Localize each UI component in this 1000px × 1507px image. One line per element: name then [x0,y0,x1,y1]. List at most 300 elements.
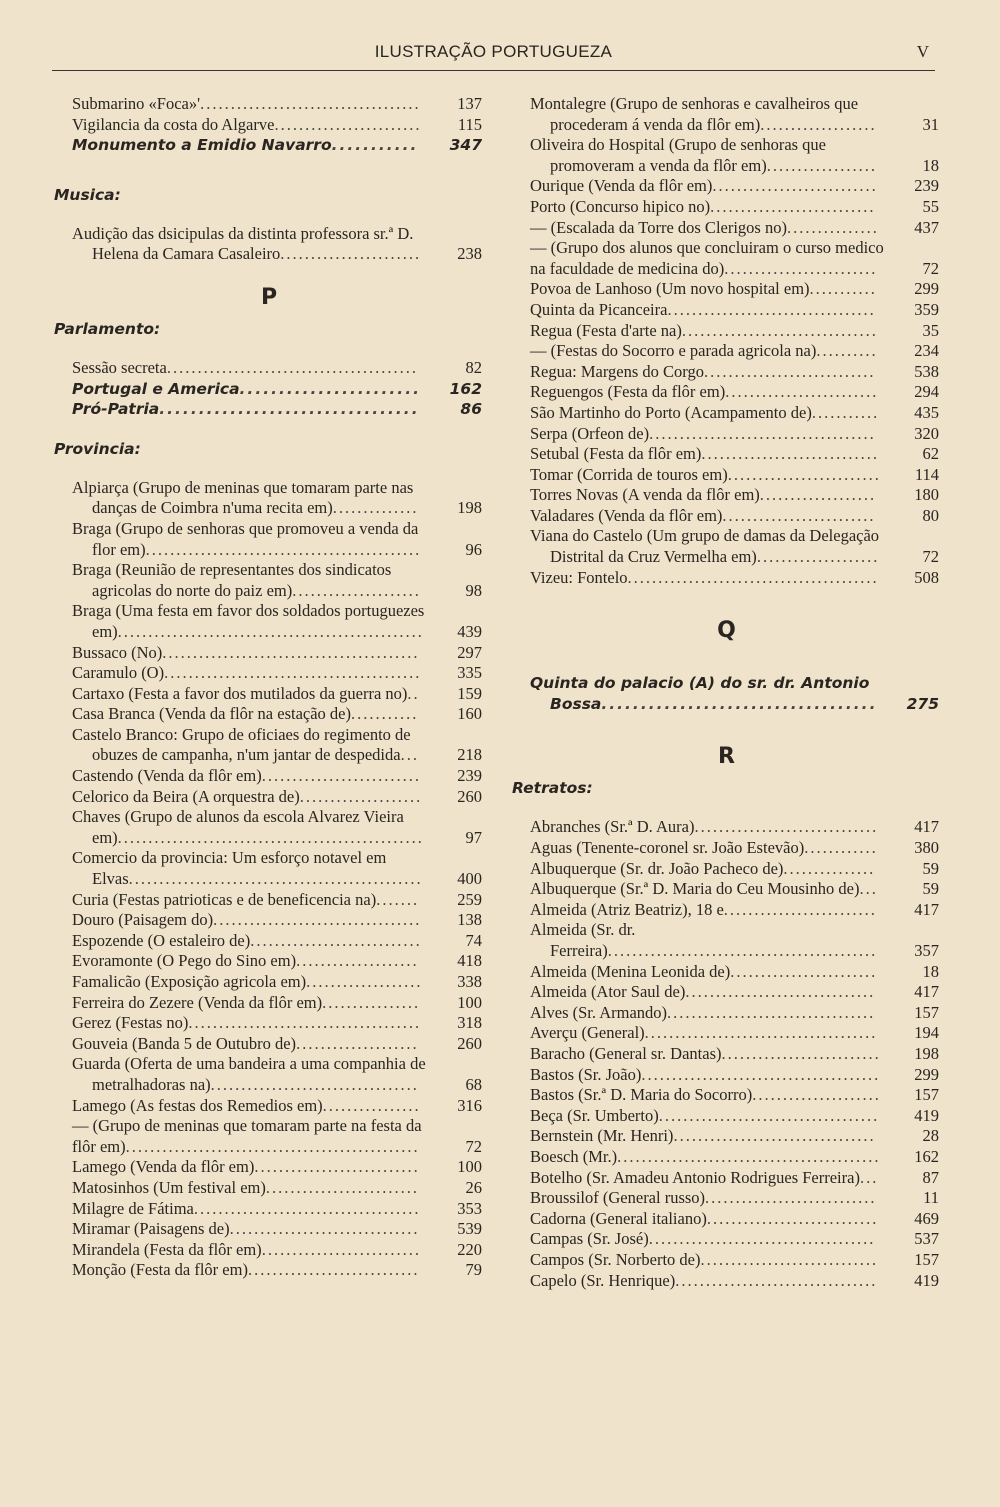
entry-text: Gerez (Festas no) [72,1013,189,1033]
page-number: V [916,42,929,61]
running-title: ILUSTRAÇÃO PORTUGUEZA [374,42,613,61]
index-entry [72,1116,486,1157]
index-entry [72,1054,486,1095]
entry-page-number: 62 [922,444,939,464]
index-entry [72,704,486,725]
entry-text: Campos (Sr. Norberto de) [530,1249,701,1269]
leader-dots: ................... [760,114,877,134]
index-entry [72,399,486,420]
index-entry [530,817,943,838]
entry-page-number: 55 [922,196,939,216]
entry-page-number: 299 [914,1064,939,1084]
entry-text: Bernstein (Mr. Henri) [530,1126,674,1146]
entry-page-number: 380 [914,838,939,858]
entry-page-number: 469 [914,1208,939,1228]
leader-dots: ........................... [254,1157,420,1177]
leader-dots: ................................. [673,1126,876,1146]
leader-dots: ............................... [685,982,876,1002]
index-column-left [54,94,486,1281]
leader-dots: .......................... [721,1043,881,1063]
leader-dots: ....................................... [641,1064,881,1084]
entry-text: Viana do Castelo (Um grupo de damas da Delegação Distrital da Cruz Vermelha em) [530,526,880,567]
entry-text: Portugal e America [72,379,240,398]
index-entry [72,1013,486,1034]
entry-text: Ourique (Venda da flôr em) [530,176,713,196]
entry-page-number: 162 [449,379,482,398]
entry-page-number: 68 [465,1074,482,1094]
index-entry [72,910,486,931]
index-entry [530,506,943,527]
leader-dots: .................. [766,155,877,175]
leader-dots: ... [859,879,878,899]
leader-dots: ........... [809,279,877,299]
entry-text: Botelho (Sr. Amadeu Antonio Rodrigues Ferreira) [530,1167,860,1187]
entry-text: Caramulo (O) [72,663,165,683]
index-entry [72,890,486,911]
spacer [72,156,486,186]
entry-text: Quinta do palacio (A) do sr. dr. Antonio Bossa [530,674,870,713]
index-entry [530,1085,943,1106]
entry-text: Gouveia (Banda 5 de Outubro de) [72,1033,297,1053]
entry-text: Douro (Paisagem do) [72,910,214,930]
index-entry [530,362,943,383]
entry-text: Monumento a Emidio Navarro [72,136,332,155]
index-entry [72,1240,486,1261]
leader-dots: ........... [331,136,419,155]
index-entry [530,900,943,921]
section-heading: Parlamento: [54,319,161,338]
entry-text: Campas (Sr. José) [530,1229,649,1249]
index-entry [72,1096,486,1117]
section-heading: Provincia: [54,439,141,458]
index-entry [530,279,943,300]
index-entry [72,787,486,808]
leader-dots: .................................... [200,94,421,113]
index-entry [530,920,943,961]
index-entry [530,382,943,403]
entry-page-number: 238 [457,244,482,264]
entry-text: Guarda (Oferta de uma bandeira a uma companhia de metralhadoras na) [72,1054,426,1094]
entry-text: Alpiarça (Grupo de meninas que tomaram parte nas danças de Coimbra n'uma recita em) [72,477,414,518]
leader-dots: ......................... [722,505,876,525]
leader-dots: ................................. [675,1270,878,1290]
leader-dots: ............................. [700,1249,879,1269]
leader-dots: ...................................... [644,1023,878,1043]
leader-dots: .......................... [261,766,421,786]
entry-page-number: 338 [457,972,482,991]
leader-dots: ... [400,745,419,765]
entry-page-number: 320 [914,423,939,443]
spacer [72,338,486,358]
leader-dots: .................................. [667,1002,876,1022]
entry-text: Boesch (Mr.) [530,1146,618,1166]
index-entry [72,379,486,400]
index-entry [530,424,943,445]
index-entry [72,601,486,642]
entry-text: Pró-Patria [72,400,160,419]
leader-dots: .............................. [694,817,879,837]
entry-text: — (Festas do Socorro e parada agricola na) [530,341,817,361]
index-entry [530,1271,943,1292]
index-entry [530,879,943,900]
entry-page-number: 239 [457,766,482,786]
entry-text: Castelo Branco: Grupo de oficiaes do regimento de obuzes de campanha, n'um jantar de despedida [72,724,411,765]
index-entry [72,560,486,601]
index-entry [72,1178,486,1199]
entry-page-number: 31 [922,114,939,134]
leader-dots: ..................... [752,1085,881,1105]
entry-page-number: 318 [457,1013,482,1033]
index-entry [530,465,943,486]
leader-dots: .................... [299,786,423,806]
entry-page-number: 299 [914,279,939,299]
leader-dots: ......................................... [166,357,418,377]
leader-dots: ................................................ [125,1136,420,1156]
leader-dots: .................... [296,951,419,971]
entry-page-number: 72 [922,258,939,278]
index-entry [530,1250,943,1271]
entry-text: Braga (Grupo de senhoras que promoveu a venda da flor em) [72,518,419,559]
entry-text: Submarino «Foca»' [72,94,201,113]
entry-page-number: 11 [923,1188,939,1208]
entry-text: Alves (Sr. Armando) [530,1002,668,1022]
index-entry [530,1126,943,1147]
index-entry [530,526,943,567]
spacer [530,769,943,779]
entry-text: Braga (Reunião de representantes dos sindicatos agricolas do norte do paiz em) [72,560,392,600]
index-entry [530,568,943,589]
entry-text: Ferreira do Zezere (Venda da flôr em) [72,992,323,1012]
index-entry [530,321,943,342]
leader-dots: ........................... [710,196,876,216]
entry-text: Averçu (General) [530,1023,645,1043]
entry-page-number: 160 [457,704,482,724]
alphabet-letter: P [260,284,278,310]
leader-dots: .......................................... [164,663,422,683]
leader-dots: ..................................... [648,1229,876,1249]
index-entry [530,403,943,424]
index-entry [530,176,943,197]
entry-page-number: 417 [914,899,939,919]
leader-dots: ............ [804,838,878,858]
entry-page-number: 18 [922,155,939,175]
entry-text: Regua: Margens do Corgo [530,361,704,381]
entry-page-number: 98 [465,580,482,600]
index-entry [530,135,943,176]
entry-page-number: 180 [914,485,939,505]
leader-dots: ............................................ [607,941,878,960]
entry-page-number: 74 [465,930,482,950]
spacer [72,265,486,285]
alphabet-letter: R [718,744,735,770]
entry-page-number: 86 [460,400,482,419]
leader-dots: .................... [756,547,880,567]
leader-dots: ................... [306,972,423,991]
leader-dots: ............................ [706,1208,879,1228]
leader-dots: ..................................... [649,423,876,443]
alphabet-letter: Q [717,618,736,644]
leader-dots: ........................................... [617,1146,881,1166]
leader-dots: ............................ [704,361,876,381]
entry-text: Reguengos (Festa da flôr em) [530,382,726,402]
entry-text: Almeida (Atriz Beatriz), 18 e [530,899,724,919]
entry-page-number: 435 [914,402,939,422]
index-entry [530,94,943,135]
entry-page-number: 234 [914,341,939,361]
entry-page-number: 18 [922,961,939,981]
index-entry [72,725,486,766]
entry-text: Mirandela (Festa da flôr em) [72,1239,262,1259]
index-entry [72,951,486,972]
index-entry [72,115,486,136]
index-entry [530,485,943,506]
entry-text: — (Grupo de meninas que tomaram parte na festa da flôr em) [72,1116,422,1156]
entry-text: Vigilancia da costa do Algarve [72,114,275,134]
leader-dots: ................ [322,1095,421,1115]
entry-page-number: 159 [457,683,482,703]
entry-text: Albuquerque (Sr. dr. João Pacheco de) [530,858,784,878]
entry-page-number: 275 [906,694,939,713]
entry-text: São Martinho do Porto (Acampamento de) [530,402,812,422]
index-entry [72,1034,486,1055]
entry-page-number: 260 [457,786,482,806]
entry-page-number: 114 [914,464,939,484]
leader-dots: ................................................ [128,869,423,889]
leader-dots: ............................ [705,1188,877,1208]
index-entry [72,684,486,705]
index-entry [72,663,486,684]
leader-dots: .................................................. [117,621,424,641]
leader-dots: .. [407,683,420,703]
section-heading: Musica: [54,185,121,204]
entry-page-number: 28 [922,1126,939,1146]
entry-page-number: 138 [457,910,482,930]
section-heading: Retratos: [512,779,593,798]
index-entry [530,300,943,321]
entry-text: Curia (Festas patrioticas e de beneficencia na) [72,889,377,909]
leader-dots: ............................. [701,444,879,464]
entry-page-number: 115 [457,114,482,134]
leader-dots: .................................. [667,299,876,319]
spacer [530,714,943,744]
entry-page-number: 80 [922,505,939,525]
leader-dots: ..................................... [193,1198,421,1218]
index-entry [72,135,486,156]
leader-dots: .................... [296,1033,419,1053]
page-header [52,40,935,71]
entry-text: Espozende (O estaleiro de) [72,930,251,950]
entry-page-number: 508 [914,567,939,587]
entry-page-number: 419 [914,1270,939,1290]
entry-text: Valadares (Venda da flôr em) [530,505,723,525]
entry-text: Lamego (As festas dos Remedios em) [72,1095,323,1115]
leader-dots: ....................... [239,379,421,398]
index-entry [530,1147,943,1168]
leader-dots: ......................................... [627,567,879,587]
entry-page-number: 100 [457,1157,482,1177]
leader-dots: ................................. [159,400,420,419]
entry-page-number: 100 [457,992,482,1012]
index-entry [72,478,486,519]
entry-text: Montalegre (Grupo de senhoras e cavalheiros que procederam á venda da flôr em) [530,94,859,134]
index-entry [72,1219,486,1240]
index-entry [72,931,486,952]
entry-page-number: 157 [914,1085,939,1105]
index-entry [530,444,943,465]
spacer [72,310,486,320]
entry-page-number: 87 [922,1167,939,1187]
entry-text: Lamego (Venda da flôr em) [72,1157,255,1177]
entry-page-number: 359 [914,299,939,319]
leader-dots: .......................................... [162,642,420,662]
entry-page-number: 59 [922,858,939,878]
entry-text: Vizeu: Fontelo [530,567,628,587]
entry-text: Bussaco (No) [72,642,163,662]
index-entry [72,766,486,787]
entry-text: Celorico da Beira (A orquestra de) [72,786,300,806]
leader-dots: .......................... [261,1239,421,1259]
entry-page-number: 347 [449,136,482,155]
entry-page-number: 417 [914,817,939,837]
index-entry [530,341,943,362]
spacer [530,643,943,673]
entry-text: — (Grupo dos alunos que concluiram o curso medico na faculdade de medicina do) [530,238,884,278]
index-entry [530,1188,943,1209]
leader-dots: .............. [332,498,419,518]
entry-page-number: 400 [457,869,482,889]
entry-text: Capelo (Sr. Henrique) [530,1270,676,1290]
entry-text: Bastos (Sr.ª D. Maria do Socorro) [530,1085,753,1105]
entry-page-number: 157 [914,1002,939,1022]
index-entry [72,972,486,993]
entry-page-number: 538 [914,361,939,381]
entry-text: Miramar (Paisagens de) [72,1219,230,1239]
leader-dots: ......................... [727,464,881,484]
index-entry [530,1044,943,1065]
entry-text: Abranches (Sr.ª D. Aura) [530,817,695,837]
index-entry [72,1260,486,1281]
entry-text: Cartaxo (Festa a favor dos mutilados da guerra no) [72,683,408,703]
entry-page-number: 353 [457,1198,482,1218]
leader-dots: ......................... [265,1177,419,1197]
entry-page-number: 439 [457,621,482,641]
entry-text: Povoa de Lanhoso (Um novo hospital em) [530,279,810,299]
index-entry [530,1003,943,1024]
entry-text: Almeida (Menina Leonida de) [530,961,731,981]
spacer [72,420,486,440]
entry-text: Quinta da Picanceira [530,299,668,319]
index-entry [72,807,486,848]
index-entry [530,1168,943,1189]
entry-page-number: 157 [914,1249,939,1269]
entry-text: Milagre de Fátima [72,1198,194,1218]
entry-text: Porto (Concurso hipico no) [530,196,711,216]
index-entry [530,1229,943,1250]
entry-page-number: 194 [914,1023,939,1043]
leader-dots: ............................ [247,1260,420,1280]
entry-page-number: 297 [457,642,482,662]
entry-text: Almeida (Ator Saul de) [530,982,686,1002]
entry-page-number: 72 [465,1136,482,1156]
leader-dots: ................................... [601,694,878,713]
leader-dots: ....................... [280,244,422,264]
leader-dots: ......................... [725,382,879,402]
entry-text: Aguas (Tenente-coronel sr. João Estevão) [530,838,805,858]
index-entry [72,993,486,1014]
leader-dots: ...................................... [188,1013,422,1033]
leader-dots: ................................ [681,320,878,340]
entry-page-number: 417 [914,982,939,1002]
entry-text: Chaves (Grupo de alunos da escola Alvarez Vieira em) [72,807,404,847]
entry-page-number: 294 [914,382,939,402]
leader-dots: ............................ [250,930,422,950]
entry-text: Albuquerque (Sr.ª D. Maria do Ceu Mousinho de) [530,879,860,899]
index-entry [72,643,486,664]
entry-text: Oliveira do Hospital (Grupo de senhoras que promoveram a venda da flôr em) [530,135,827,175]
entry-page-number: 26 [465,1177,482,1197]
leader-dots: ....... [376,889,420,909]
entry-text: Beça (Sr. Umberto) [530,1105,659,1125]
entry-page-number: 218 [457,745,482,765]
index-entry [72,1199,486,1220]
entry-page-number: 418 [457,951,482,971]
entry-page-number: 316 [457,1095,482,1115]
leader-dots: ........................... [712,176,878,196]
leader-dots: ................... [759,485,877,505]
entry-text: Sessão secreta [72,357,167,377]
entry-text: Broussilof (General russo) [530,1188,706,1208]
index-entry [530,1023,943,1044]
leader-dots: ............... [786,217,879,237]
leader-dots: .................................. [213,910,422,930]
entry-text: — (Escalada da Torre dos Clerigos no) [530,217,787,237]
entry-page-number: 419 [914,1105,939,1125]
index-entry [530,673,943,714]
entry-page-number: 137 [457,94,482,113]
index-entry [72,848,486,889]
leader-dots: ............... [783,858,876,878]
leader-dots: ................ [322,992,421,1012]
entry-text: Almeida (Sr. dr. Ferreira) [530,920,636,960]
entry-text: Castendo (Venda da flôr em) [72,766,262,786]
entry-page-number: 162 [914,1146,939,1166]
entry-text: Cadorna (General italiano) [530,1208,707,1228]
entry-page-number: 35 [922,320,939,340]
entry-page-number: 198 [457,498,482,518]
index-entry [530,197,943,218]
index-entry [530,1065,943,1086]
leader-dots: ........................ [730,961,878,981]
entry-text: Bastos (Sr. João) [530,1064,642,1084]
entry-text: Comercio da provincia: Um esforço notavel em Elvas [72,848,387,889]
entry-page-number: 82 [465,357,482,377]
index-entry [72,94,486,115]
index-entry [530,218,943,239]
leader-dots: .......... [816,341,878,361]
entry-page-number: 220 [457,1239,482,1259]
index-entry [72,358,486,379]
index-entry [530,962,943,983]
entry-text: Famalicão (Exposição agricola em) [72,972,307,991]
index-entry [530,838,943,859]
spacer [72,204,486,224]
entry-page-number: 260 [457,1033,482,1053]
index-entry [530,238,943,279]
entry-text: Matosinhos (Um festival em) [72,1177,266,1197]
index-entry [530,982,943,1003]
leader-dots: ............................... [229,1219,420,1239]
spacer [72,458,486,478]
